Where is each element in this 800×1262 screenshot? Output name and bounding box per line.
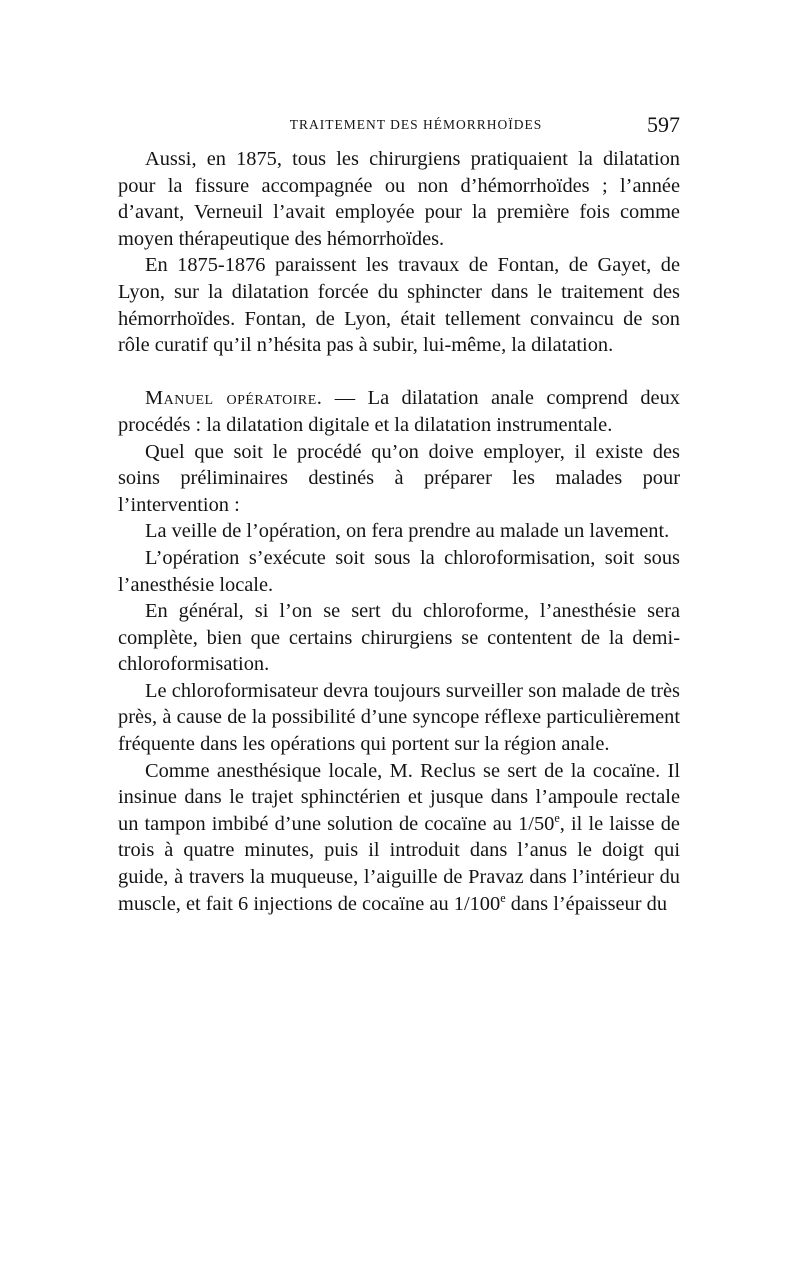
paragraph: La veille de l’opération, on fera prendre au malade un lavement. xyxy=(145,520,670,543)
paragraph: Aussi, en 1875, tous les chirurgiens pratiquaient la dilatation pour la fissure accompagnée ou non d’hémorrhoïdes ; l’année d’avant, Verneuil l’avait employée pour la première fois comme moyen thérapeutique des hémorrhoïdes. xyxy=(118,148,680,250)
page-number: 597 xyxy=(647,112,680,137)
book-page xyxy=(118,112,680,917)
text-run: , il le laisse de trois à quatre minutes, puis il introduit dans l’anus le doigt qui guide, à travers la muqueuse, l’aiguille de Pravaz dans l’intérieur du muscle, et fait 6 injections de cocaïne au 1/100 xyxy=(118,812,680,915)
paragraph: Quel que soit le procédé qu’on doive employer, il existe des soins préliminaires destinés à préparer les malades pour l’intervention : xyxy=(118,440,680,516)
text-run: Comme anesthésique locale, M. Reclus se sert de la cocaïne. Il insinue dans le trajet sphinctérien et jusque dans l’ampoule rectale un tampon imbibé d’une solution de cocaïne au 1/50 xyxy=(118,759,680,835)
superscript: e xyxy=(554,811,560,826)
superscript: e xyxy=(500,890,506,905)
paragraph: Le chloroformisateur devra toujours surveiller son malade de très près, à cause de la possibilité d’une syncope réflexe particulièrement fréquente dans les opérations qui portent sur la région anale. xyxy=(118,679,680,756)
body-text xyxy=(118,146,680,917)
paragraph-cocaine xyxy=(118,758,680,918)
text-run: dans l’épaisseur du xyxy=(505,892,668,915)
running-title: TRAITEMENT DES HÉMORRHOÏDES xyxy=(289,117,543,132)
running-head xyxy=(118,112,680,146)
paragraph: L’opération s’exécute soit sous la chloroformisation, soit sous l’anesthésie locale. xyxy=(118,546,680,596)
section-paragraph xyxy=(118,385,680,438)
paragraph: En 1875-1876 paraissent les travaux de Fontan, de Gayet, de Lyon, sur la dilatation forcée du sphincter dans le traitement des hémorrhoïdes. Fontan, de Lyon, était tellement convaincu de son rôle curatif qu’il n’hésita pas à subir, lui-même, la dilatation. xyxy=(118,254,680,357)
section-intro-text: — La dilatation anale comprend deux procédés : la dilatation digitale et la dilatation instrumentale. xyxy=(118,387,680,436)
paragraph: En général, si l’on se sert du chloroforme, l’anesthésie sera complète, bien que certains chirurgiens se contentent de la demi-chloroformisation. xyxy=(118,600,680,676)
section-heading: Manuel opératoire. xyxy=(145,387,323,410)
